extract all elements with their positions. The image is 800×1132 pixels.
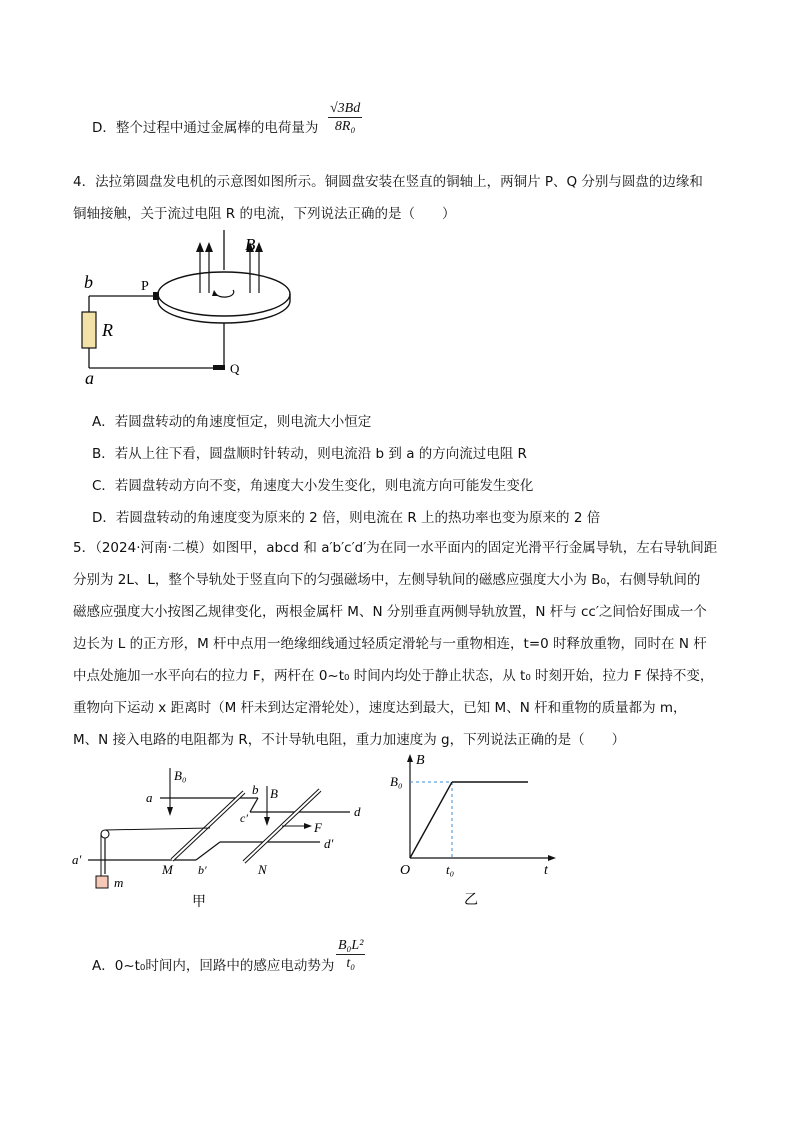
label-Q: Q — [230, 361, 240, 376]
fraction-numerator: √3Bd — [330, 101, 361, 116]
bt-graph-yi — [388, 748, 568, 912]
q3-option-d — [92, 118, 318, 138]
ytick-B0: B₀ — [390, 774, 403, 789]
caption-yi: 乙 — [464, 893, 478, 908]
option-text: D． — [92, 120, 116, 136]
label-N: N — [258, 862, 267, 877]
q4-option-a: A．若圆盘转动的角速度恒定，则电流大小恒定 — [92, 414, 372, 430]
bt-ramp — [410, 782, 452, 858]
label-a1: a′ — [72, 852, 82, 867]
rails-figure-jia — [70, 762, 380, 912]
q5-stem-line: 重物向下运动 x 距离时（M 杆未到达定滑轮处），速度达到最大，已知 M、N 杆和重物的质量都为 m， — [73, 700, 687, 716]
label-d: d — [354, 804, 361, 819]
q5-option-a: A．0~t₀时间内，回路中的感应电动势为 — [92, 958, 335, 974]
faraday-disk-figure — [75, 228, 315, 390]
q5-stem-line: M、N 接入电路的电阻都为 R，不计导轨电阻，重力加速度为 g，下列说法正确的是（ ） — [73, 732, 626, 748]
label-m: m — [114, 875, 124, 890]
label-B: B — [245, 235, 256, 254]
q5-stem-line: 5．（2024·河南·二模）如图甲，abcd 和 a′b′c′d′为在同一水平面内的固定光滑平行金属导轨，左右导轨间距 — [73, 540, 718, 556]
label-b1: b′ — [198, 863, 207, 877]
label-d1: d′ — [324, 836, 334, 851]
q5-stem-line: 分别为 2L、L，整个导轨处于竖直向下的匀强磁场中，左侧导轨间的磁感应强度大小为 B₀，右侧导轨间的 — [73, 572, 701, 588]
q5-emf-fraction — [336, 937, 365, 972]
fraction-denominator: t₀ — [346, 956, 356, 971]
q5-stem-line: 中点处施加一水平向右的拉力 F，两杆在 0~t₀ 时间内均处于静止状态，从 t₀ 时刻开始，拉力 F 保持不变， — [73, 668, 714, 684]
fraction-numerator: B₀L² — [338, 938, 364, 953]
label-B: B — [270, 786, 278, 801]
q5-stem-line: 边长为 L 的正方形，M 杆中点用一绝缘细线通过轻质定滑轮与一重物相连，t=0 时释放重物，同时在 N 杆 — [73, 636, 707, 652]
label-c1: c′ — [240, 811, 248, 825]
label-M: M — [162, 862, 173, 877]
q3-charge-fraction — [328, 100, 362, 135]
fraction-denominator: 8R₀ — [334, 119, 356, 134]
q4-stem-line2: 铜轴接触，关于流过电阻 R 的电流，下列说法正确的是（ ） — [73, 206, 456, 222]
label-P: P — [141, 279, 149, 294]
label-a: a — [85, 368, 94, 388]
q5-stem-line: 磁感应强度大小按图乙规律变化，两根金属杆 M、N 分别垂直两侧导轨放置，N 杆与 cc′之间恰好围成一个 — [73, 604, 707, 620]
q4-stem-line1: 4．法拉第圆盘发电机的示意图如图所示。铜圆盘安装在竖直的铜轴上，两铜片 P、Q 分别与圆盘的边缘和 — [73, 174, 703, 190]
q4-option-d: D．若圆盘转动的角速度变为原来的 2 倍，则电流在 R 上的热功率也变为原来的 2 倍 — [92, 510, 601, 526]
xtick-t0: t₀ — [446, 862, 455, 877]
option-text: 整个过程中通过金属棒的电荷量为 — [115, 120, 319, 136]
q4-option-c: C．若圆盘转动方向不变，角速度大小发生变化，则电流方向可能发生变化 — [92, 478, 534, 494]
label-B0: B₀ — [174, 768, 187, 783]
label-F: F — [314, 820, 322, 835]
q4-option-b: B．若从上往下看，圆盘顺时针转动，则电流沿 b 到 a 的方向流过电阻 R — [92, 446, 527, 462]
caption-jia: 甲 — [192, 895, 206, 910]
label-a: a — [146, 790, 153, 805]
y-axis-label: B — [416, 753, 425, 768]
origin-label: O — [400, 863, 411, 878]
x-axis-label: t — [544, 863, 548, 878]
label-b: b — [84, 272, 93, 292]
label-R: R — [102, 320, 113, 340]
label-b: b — [252, 782, 259, 797]
